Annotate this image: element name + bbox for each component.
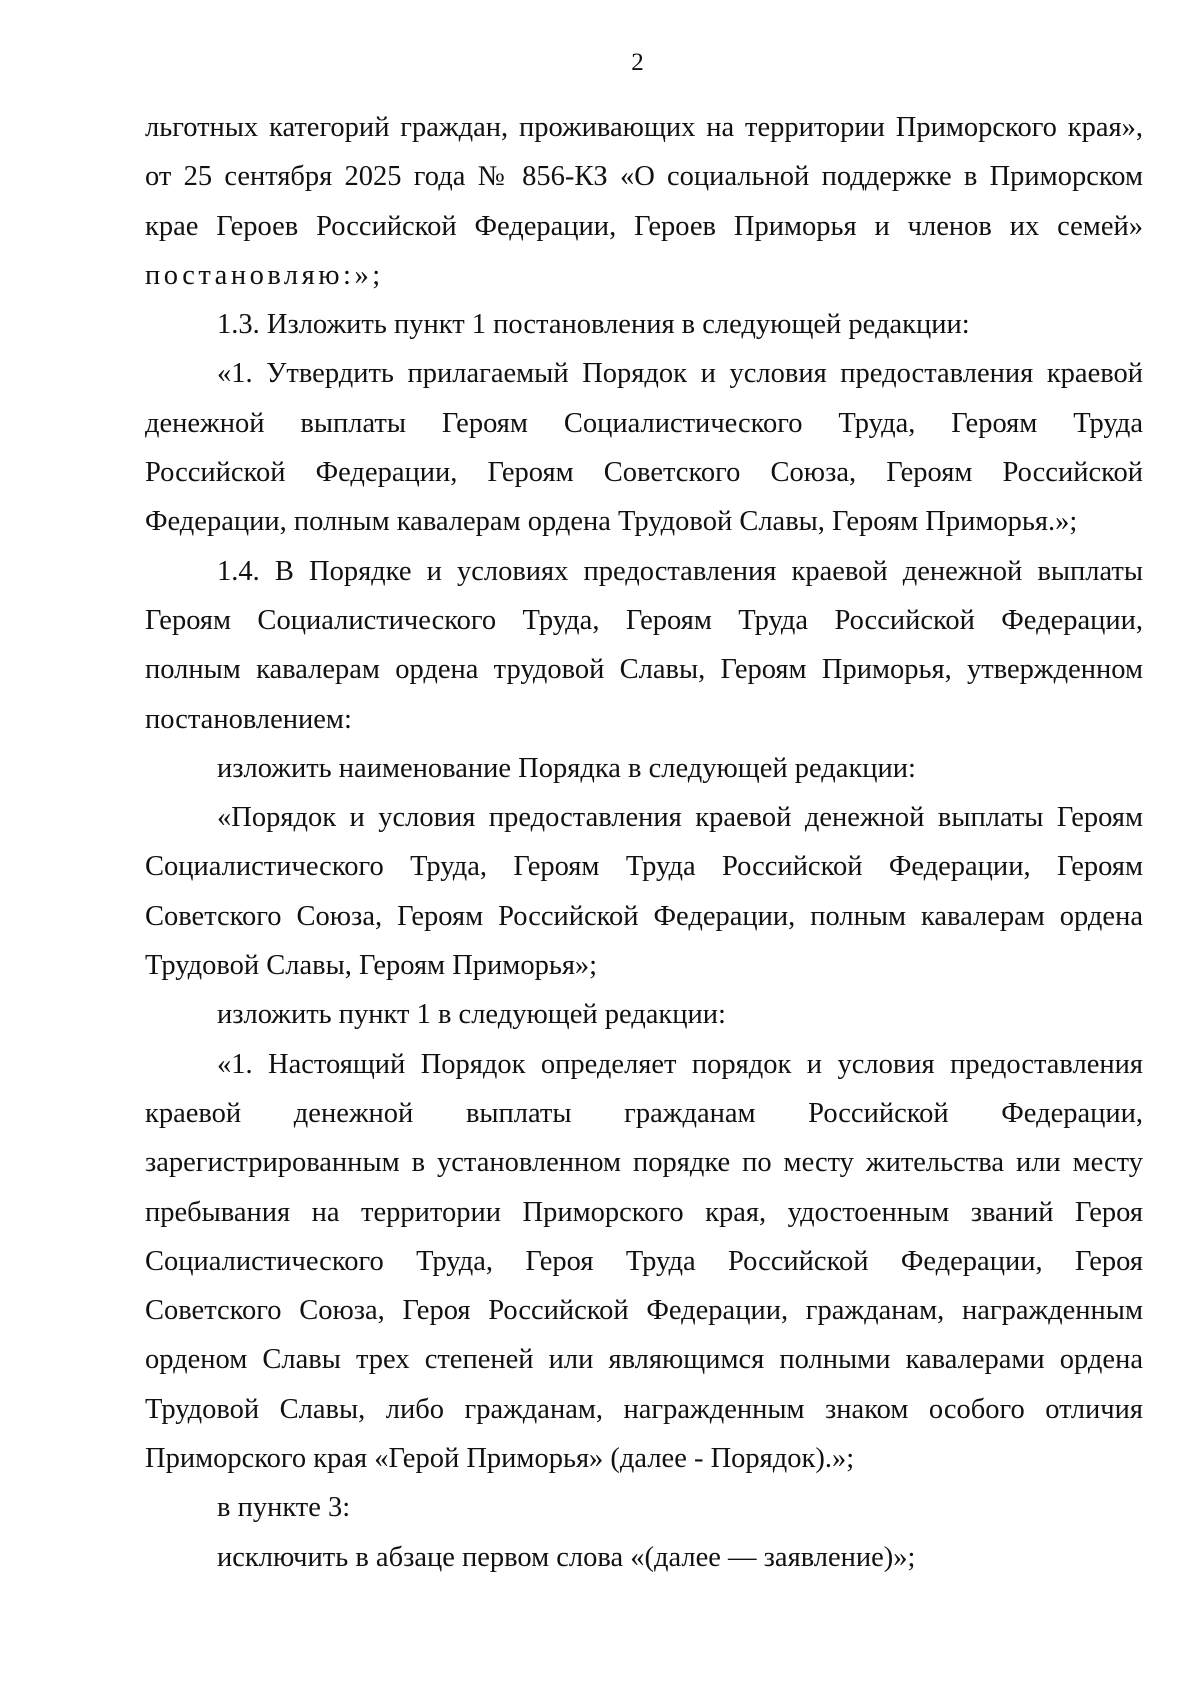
- page-number: 2: [631, 49, 644, 76]
- text-line: исключить в абзаце первом слова «(далее — заявление)»;: [217, 1541, 916, 1573]
- text-line: пребывания на территории Приморского края, удостоенным званий Героя: [145, 1196, 1143, 1228]
- text-line: Российской Федерации, Героям Советского Союза, Героям Российской: [145, 457, 1143, 489]
- text-line: Социалистического Труда, Героям Труда Российской Федерации, Героям: [145, 851, 1143, 883]
- text-line: Героям Социалистического Труда, Героям Труда Российской Федерации,: [145, 604, 1143, 636]
- text-line: постановляю:»;: [145, 259, 384, 291]
- text-line: Приморского края «Герой Приморья» (далее - Порядок).»;: [145, 1443, 855, 1475]
- text-line: Советского Союза, Героя Российской Федерации, гражданам, награжденным: [145, 1295, 1143, 1327]
- text-line: в пункте 3:: [217, 1492, 351, 1524]
- text-line: Трудовой Славы, Героям Приморья»;: [145, 950, 598, 982]
- text-line: от 25 сентября 2025 года № 856-КЗ «О социальной поддержке в Приморском: [145, 161, 1143, 193]
- text-line: постановлением:: [145, 703, 352, 735]
- text-line: зарегистрированным в установленном порядке по месту жительства или месту: [145, 1147, 1143, 1179]
- text-line: полным кавалерам ордена трудовой Славы, Героям Приморья, утвержденном: [145, 654, 1143, 686]
- text-line: орденом Славы трех степеней или являющимся полными кавалерами ордена: [145, 1344, 1143, 1376]
- text-line: «1. Настоящий Порядок определяет порядок и условия предоставления: [217, 1048, 1143, 1080]
- text-line: крае Героев Российской Федерации, Героев Приморья и членов их семей»: [145, 210, 1143, 242]
- text-line: «1. Утвердить прилагаемый Порядок и условия предоставления краевой: [217, 358, 1143, 390]
- text-line: льготных категорий граждан, проживающих на территории Приморского края»,: [145, 112, 1143, 143]
- text-line: 1.3. Изложить пункт 1 постановления в следующей редакции:: [217, 309, 970, 341]
- text-line: Социалистического Труда, Героя Труда Российской Федерации, Героя: [145, 1245, 1143, 1277]
- text-line: изложить пункт 1 в следующей редакции:: [217, 999, 726, 1031]
- text-line: «Порядок и условия предоставления краевой денежной выплаты Героям: [217, 802, 1143, 834]
- document-body: [145, 103, 1143, 1582]
- text-line: краевой денежной выплаты гражданам Российской Федерации,: [145, 1097, 1143, 1129]
- text-line: изложить наименование Порядка в следующей редакции:: [217, 752, 916, 784]
- text-line: Федерации, полным кавалерам ордена Трудовой Славы, Героям Приморья.»;: [145, 506, 1078, 538]
- text-line: 1.4. В Порядке и условиях предоставления краевой денежной выплаты: [217, 555, 1143, 587]
- text-line: Советского Союза, Героям Российской Федерации, полным кавалерам ордена: [145, 900, 1143, 932]
- text-line: Трудовой Славы, либо гражданам, награжденным знаком особого отличия: [145, 1393, 1143, 1425]
- text-line: денежной выплаты Героям Социалистического Труда, Героям Труда: [145, 407, 1143, 439]
